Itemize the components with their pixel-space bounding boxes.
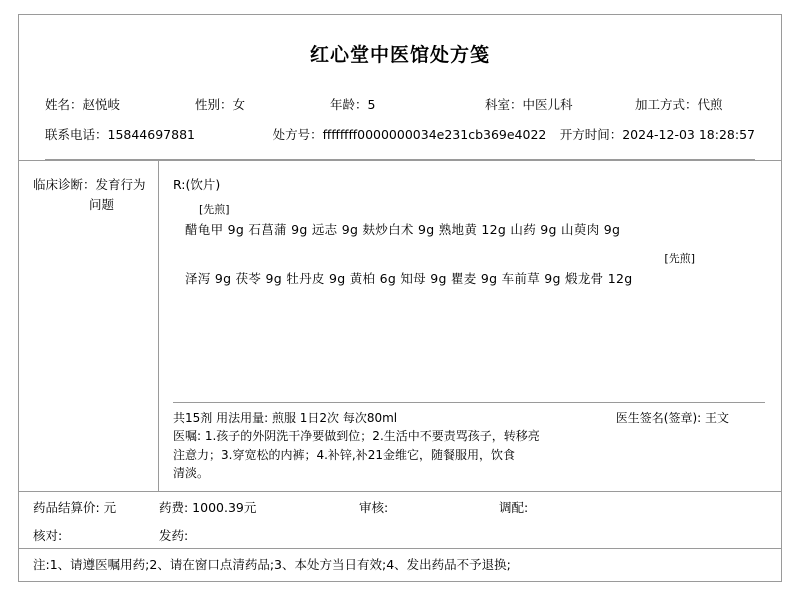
dispense-field: 调配: [499,500,529,515]
check-field: 核对: [33,528,63,543]
footer-row-2 [19,520,781,548]
page-title: 红心堂中医馆处方笺 [309,44,490,66]
medicine-fee: 药费: 1000.39元 [159,500,257,515]
herb-line-2: 泽泻 9g 茯苓 9g 牡丹皮 9g 黄柏 6g 知母 9g 瞿麦 9g 车前草 9g 煅龙骨 12g [185,271,633,287]
prescription-body [19,160,781,491]
patient-header-row-2 [45,119,755,149]
decoct-first-tag-2: [先煎] [664,252,695,266]
deliver-field: 发药: [159,528,189,543]
footer-row-1 [19,492,781,520]
prescription-footer [19,491,781,581]
diagnosis-line-1: 临床诊断：发育行为 [33,177,146,192]
processing-method: 加工方式：代煎 [635,97,723,112]
patient-phone: 联系电话：15844697881 [45,127,195,142]
dose-and-signature-row [173,409,765,428]
footer-spacer-1 [359,526,499,544]
doctor-signature: 医生签名(签章): 王文 [615,410,729,425]
rx-label: R:(饮片) [173,177,221,192]
prescription-instructions [173,402,765,491]
patient-header [19,89,781,160]
settlement-price: 药品结算价: 元 [33,500,117,515]
advice-line-2: 注意力；3.穿宽松的内裤；4.补锌,补21金维它，随餐服用，饮食 [173,447,515,462]
prescription-datetime: 开方时间：2024-12-03 18:28:57 [559,127,755,142]
footer-notes: 注:1、请遵医嘱用药;2、请在窗口点清药品;3、本处方当日有效;4、发出药品不予退换; [19,548,781,581]
patient-header-row-1 [45,89,755,119]
decoct-first-tag-1: [先煎] [199,203,230,216]
audit-field: 审核: [359,500,389,515]
rx-blank-space [173,290,765,402]
advice-line-3: 清淡。 [173,466,210,481]
dosage-instruction: 共15剂 用法用量: 煎服 1日2次 每次80ml [173,410,398,425]
diagnosis-line-2: 问题 [89,197,115,212]
footer-spacer-2 [499,526,781,544]
advice-line-1: 医嘱: 1.孩子的外阴洗干净要做到位；2.生活中不要责骂孩子，转移亮 [173,429,540,444]
herb-line-1: 醋龟甲 9g 石菖蒲 9g 远志 9g 麸炒白术 9g 熟地黄 12g 山药 9g 山萸肉 9g [185,222,621,237]
prescription-sheet [18,14,782,582]
patient-age: 年龄：5 [330,97,376,112]
department: 科室：中医儿科 [485,97,573,112]
patient-name: 姓名：赵悦岐 [45,97,121,112]
patient-sex: 性别：女 [195,97,246,112]
prescription-content [159,161,781,491]
prescription-number: 处方号：ffffffff0000000034e231cb369e4022 [272,127,547,142]
clinical-diagnosis [19,161,159,491]
